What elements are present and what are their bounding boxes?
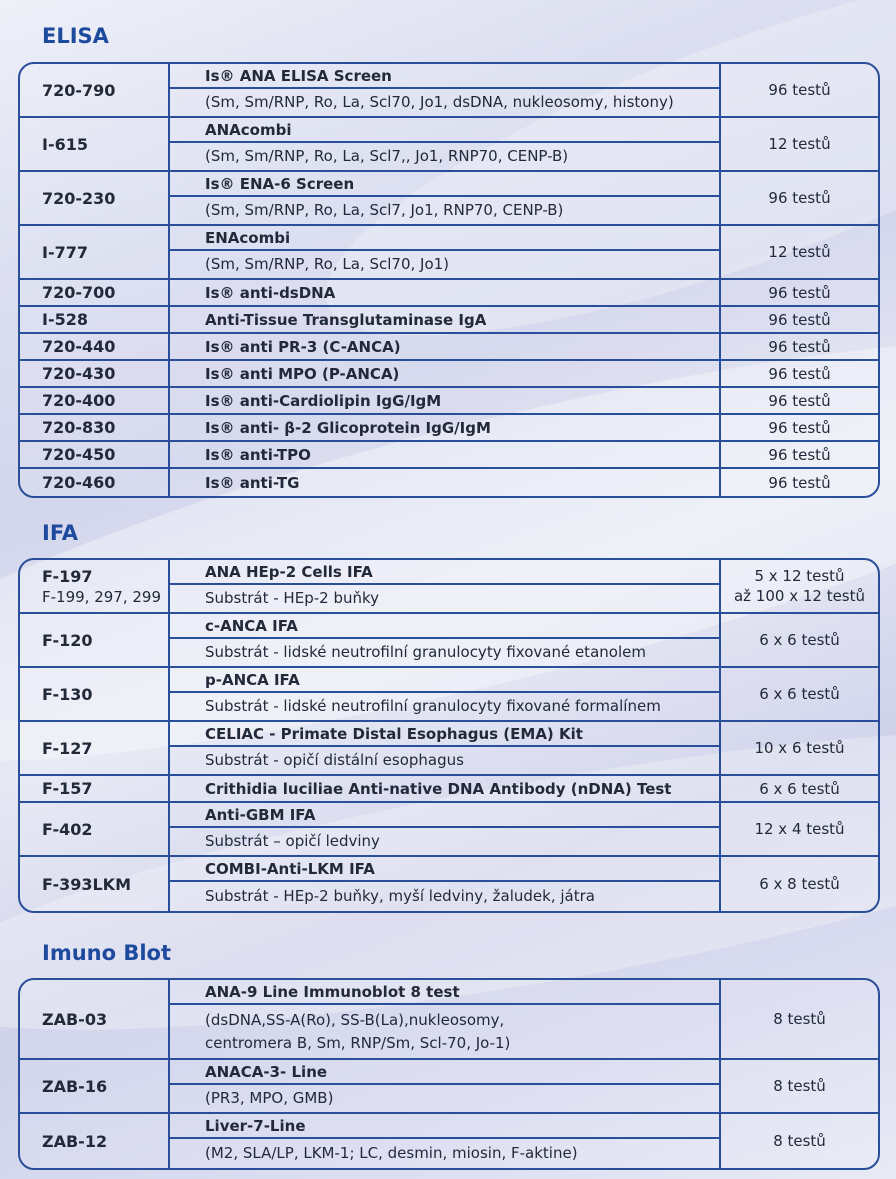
table-row (20, 776, 878, 803)
product-detail: (M2, SLA/LP, LKM-1; LC, desmin, miosin, F-aktine) (205, 1144, 578, 1162)
product-name: Is® ENA-6 Screen (170, 172, 719, 197)
product-code: 720-790 (20, 64, 170, 116)
table-row (20, 442, 878, 469)
product-code: 720-450 (20, 442, 170, 467)
product-quantity-line: 5 x 12 testů (754, 567, 845, 585)
product-name: Is® anti PR-3 (C-ANCA) (205, 337, 401, 356)
table-row (20, 361, 878, 388)
product-code: ZAB-16 (20, 1060, 170, 1112)
product-code: I-615 (20, 118, 170, 170)
product-name: c-ANCA IFA (170, 614, 719, 639)
product-quantity: 96 testů (768, 473, 831, 492)
product-name: Is® ANA ELISA Screen (170, 64, 719, 89)
table-row (20, 560, 878, 614)
table-row (20, 118, 878, 172)
product-quantity: 6 x 8 testů (759, 875, 840, 893)
product-code: F-402 (20, 803, 170, 855)
product-quantity: 96 testů (768, 310, 831, 329)
table-row (20, 668, 878, 722)
product-detail: (Sm, Sm/RNP, Ro, La, Scl70, Jo1, dsDNA, nukleosomy, histony) (205, 93, 674, 111)
product-name: Is® anti-TPO (205, 445, 311, 464)
product-quantity: 96 testů (768, 81, 831, 99)
product-quantity: 12 testů (768, 243, 831, 261)
product-quantity: 96 testů (768, 364, 831, 383)
product-code: F-130 (20, 668, 170, 720)
section-title-elisa: ELISA (42, 24, 109, 48)
product-code: F-127 (20, 722, 170, 774)
product-code: F-393LKM (20, 857, 170, 911)
product-name: Is® anti- β-2 Glicoprotein IgG/IgM (205, 418, 491, 437)
product-detail: Substrát - HEp-2 buňky (205, 589, 380, 607)
table-row (20, 172, 878, 226)
product-quantity: 8 testů (773, 1077, 826, 1095)
product-name: Is® anti-dsDNA (205, 283, 336, 302)
product-code: F-157 (20, 776, 170, 801)
product-quantity: 8 testů (773, 1132, 826, 1150)
product-quantity: 96 testů (768, 391, 831, 410)
product-code: ZAB-03 (20, 980, 170, 1058)
section-title-ifa: IFA (42, 521, 79, 545)
table-row (20, 614, 878, 668)
product-name: ANA HEp-2 Cells IFA (170, 560, 719, 585)
product-quantity: 96 testů (768, 445, 831, 464)
product-quantity: 6 x 6 testů (759, 779, 840, 798)
product-name: Anti-Tissue Transglutaminase IgA (205, 310, 487, 329)
product-detail: (PR3, MPO, GMB) (205, 1089, 334, 1107)
product-detail: (Sm, Sm/RNP, Ro, La, Scl7,, Jo1, RNP70, CENP-B) (205, 147, 569, 165)
table-row (20, 388, 878, 415)
table-row (20, 1060, 878, 1114)
product-name: Anti-GBM IFA (170, 803, 719, 828)
product-quantity: 96 testů (768, 189, 831, 207)
product-detail: Substrát – opičí ledviny (205, 832, 380, 850)
product-code (20, 560, 170, 612)
product-name: COMBI-Anti-LKM IFA (170, 857, 719, 882)
section-title-imuno-blot: Imuno Blot (42, 941, 172, 965)
product-detail (170, 1005, 719, 1058)
product-quantity: 10 x 6 testů (754, 739, 845, 757)
table-row (20, 415, 878, 442)
product-code: 720-440 (20, 334, 170, 359)
product-detail: Substrát - opičí distální esophagus (205, 751, 464, 769)
product-quantity: 6 x 6 testů (759, 685, 840, 703)
product-detail: Substrát - lidské neutrofilní granulocyty fixované etanolem (205, 643, 646, 661)
product-quantity: 96 testů (768, 418, 831, 437)
product-name: CELIAC - Primate Distal Esophagus (EMA) Kit (170, 722, 719, 747)
product-detail: Substrát - HEp-2 buňky, myší ledviny, žaludek, játra (205, 887, 595, 905)
product-quantity: 8 testů (773, 1010, 826, 1028)
table-row (20, 64, 878, 118)
product-quantity: 12 x 4 testů (754, 820, 845, 838)
table-row (20, 980, 878, 1060)
product-name: ANACA-3- Line (170, 1060, 719, 1085)
product-name: ANAcombi (170, 118, 719, 143)
product-detail: Substrát - lidské neutrofilní granulocyty fixované formalínem (205, 697, 661, 715)
elisa-table (18, 62, 880, 498)
product-detail: (Sm, Sm/RNP, Ro, La, Scl7, Jo1, RNP70, CENP-B) (205, 201, 564, 219)
product-quantity: 96 testů (768, 283, 831, 302)
table-row (20, 803, 878, 857)
table-row (20, 469, 878, 496)
product-name: Is® anti-TG (205, 473, 300, 492)
product-code: ZAB-12 (20, 1114, 170, 1168)
table-row (20, 226, 878, 280)
product-quantity-line: až 100 x 12 testů (733, 587, 866, 605)
imuno-blot-table (18, 978, 880, 1170)
table-row (20, 307, 878, 334)
product-code: 720-400 (20, 388, 170, 413)
product-quantity: 6 x 6 testů (759, 631, 840, 649)
product-detail-line: centromera B, Sm, RNP/Sm, Scl-70, Jo-1) (205, 1033, 511, 1052)
product-code: 720-430 (20, 361, 170, 386)
product-code: 720-230 (20, 172, 170, 224)
product-name: ENAcombi (170, 226, 719, 251)
table-row (20, 1114, 878, 1168)
product-quantity (721, 560, 878, 612)
product-name: Liver-7-Line (170, 1114, 719, 1139)
product-name: Is® anti MPO (P-ANCA) (205, 364, 400, 383)
table-row (20, 334, 878, 361)
product-code: I-777 (20, 226, 170, 278)
product-name: Is® anti-Cardiolipin IgG/IgM (205, 391, 442, 410)
product-code: 720-460 (20, 469, 170, 496)
product-detail: (Sm, Sm/RNP, Ro, La, Scl70, Jo1) (205, 255, 450, 273)
product-detail-line: (dsDNA,SS-A(Ro), SS-B(La),nukleosomy, (205, 1010, 505, 1029)
product-code-alternatives: F-199, 297, 299 (42, 587, 162, 606)
table-row (20, 857, 878, 911)
ifa-table (18, 558, 880, 913)
product-code-main: F-197 (42, 566, 93, 586)
table-row (20, 722, 878, 776)
product-quantity: 12 testů (768, 135, 831, 153)
product-quantity: 96 testů (768, 337, 831, 356)
product-code: F-120 (20, 614, 170, 666)
product-code: 720-830 (20, 415, 170, 440)
table-row (20, 280, 878, 307)
product-code: I-528 (20, 307, 170, 332)
product-code: 720-700 (20, 280, 170, 305)
product-name: p-ANCA IFA (170, 668, 719, 693)
product-name: Crithidia luciliae Anti-native DNA Antibody (nDNA) Test (205, 779, 672, 798)
product-name: ANA-9 Line Immunoblot 8 test (170, 980, 719, 1005)
